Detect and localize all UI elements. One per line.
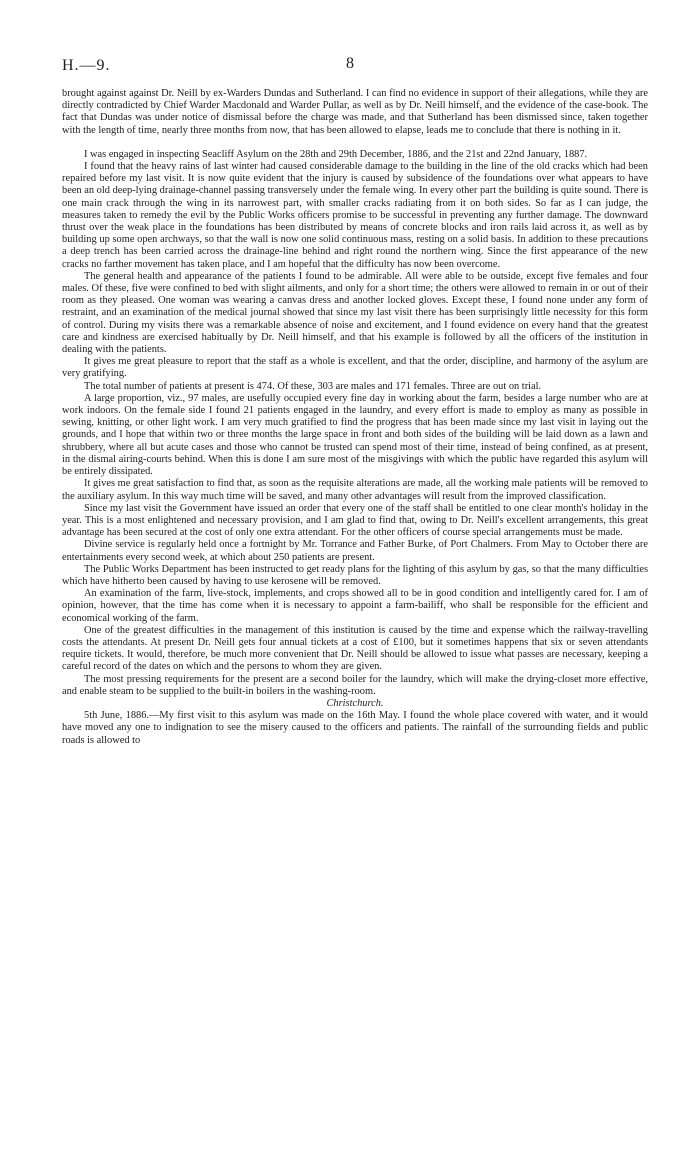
paragraph: I was engaged in inspecting Seacliff Asylum on the 28th and 29th December, 1886, and the 21st and 22nd January, 1887.: [84, 148, 588, 160]
paragraph: A large proportion, viz., 97 males, are usefully occupied every fine day in working about the farm, besides a large number who are at work indoors. On the female side I found 21 patients engaged in the laundry, and every effort is made to employ as many as possible in sewing, knitting, or other light work. I am very much gratified to find the progress that has been made since my last visit in laying out the grounds, and I hope that within two or three months the large space in front and both sides of the building will be laid down as a lawn and shrubbery, where all but acute cases and those who cannot be trusted can spend most of their time, instead of being confined, as at present, in the dismal airing-courts behind. When this is done I am sure most of the misgivings with which the public have regarded this asylum will be entirely dissipated.: [62, 392, 648, 478]
paragraph: Since my last visit the Government have issued an order that every one of the staff shall be entitled to one clear month's holiday in the year. This is a most enlightened and necessary provision, and I am glad to find that, owing to Dr. Neill's excellent arrangements, this great advantage has been secured at the cost of only one extra attendant. For the other officers of course special arrangements must be made.: [62, 502, 648, 539]
paragraph: I found that the heavy rains of last winter had caused considerable damage to the building in the line of the old cracks which had been repaired before my last visit. It is now quite evident that the injury is caused by subsidence of the foundations over what appears to have been an old deep-lying drainage-channel passing transversely under the female wing. In every other part the building is quite sound. There is one main crack through the wing in its narrowest part, with smaller cracks radiating from it on both sides. So far as I can judge, the measures taken to remedy the evil by the Public Works officers promise to be successful in preventing any further damage. The downward thrust over the weak place in the foundations has been distributed by means of concrete blocks and iron rails laid across it, as well as by building up some open archways, so that the wall is now one solid continuous mass, resting on a solid basis. In addition to these precautions a deep trench has been carried across the drainage-line behind and right round the northern wing. Since the first appearance of the new cracks no farther movement has taken place, and I am hopeful that the difficulty has now been overcome.: [62, 161, 648, 270]
section-heading: Christchurch.: [326, 697, 384, 709]
paragraph: It gives me great pleasure to report that the staff as a whole is excellent, and that the order, discipline, and harmony of the asylum are very gratifying.: [62, 356, 648, 380]
paragraph: Divine service is regularly held once a fortnight by Mr. Torrance and Father Burke, of Port Chalmers. From May to October there are entertainments every second week, at which about 250 patients are present.: [62, 539, 648, 563]
paragraph: The most pressing requirements for the present are a second boiler for the laundry, which will make the drying-closet more effective, and enable steam to be supplied to the built-in boilers in the washing-room.: [62, 673, 648, 697]
report-body: [62, 88, 648, 747]
page-number: 8: [346, 55, 354, 72]
paragraph: The Public Works Department has been instructed to get ready plans for the lighting of this asylum by gas, so that the many difficulties which have hitherto been caused by having to use kerosene will be removed.: [62, 563, 648, 587]
paragraph: The total number of patients at present is 474. Of these, 303 are males and 171 females. Three are out on trial.: [84, 380, 542, 392]
paragraph: An examination of the farm, live-stock, implements, and crops showed all to be in good condition and intelligently cared for. I am of opinion, however, that the time has come when it is necessary to appoint a farm-bailiff, who shall be responsible for the efficient and economical working of the farm.: [62, 588, 648, 624]
paragraph: One of the greatest difficulties in the management of this institution is caused by the time and expense which the railway-travelling costs the attendants. At present Dr. Neill gets four annual tickets at a cost of £100, but it sometimes happens that six or seven attendants require tickets. It would, therefore, be much more convenient that Dr. Neill should be allowed to issue what passes are necessary, keeping a careful record of the dates on which and the persons to whom they are given.: [62, 624, 648, 673]
paragraph: 5th June, 1886.—My first visit to this asylum was made on the 16th May. I found the whole place covered with water, and it would have moved any one to indignation to see the misery caused to the officers and patients. The rainfall of the surrounding fields and public roads is allowed to: [62, 710, 648, 746]
paragraph: It gives me great satisfaction to find that, as soon as the requisite alterations are made, all the working male patients will be removed to the auxiliary asylum. In this way much time will be saved, and many other advantages will result from the improved classification.: [62, 478, 648, 502]
paragraph: brought against against Dr. Neill by ex-Warders Dundas and Sutherland. I can find no evidence in support of their allegations, while they are directly contradicted by Chief Warder Macdonald and Warder Pullar, as well as by Dr. Neill himself, and the evidence of the case-book. The fact that Dundas was under notice of dismissal before the charge was made, and that Sutherland has been dismissed since, taken together with the length of time, nearly three months from now, that has been allowed to elapse, leads me to conclude that there is nothing in it.: [62, 88, 648, 136]
report-reference: H.—9.: [62, 57, 111, 74]
paragraph: The general health and appearance of the patients I found to be admirable. All were able to be outside, except five females and four males. Of these, five were confined to bed with slight ailments, and only for a short time; the others were allowed to remain in or out of their room as they pleased. One woman was wearing a canvas dress and another locked gloves. Except these, I found none under any form of restraint, and an examination of the medical journal showed that since my last visit there has been surprisingly little necessity for this form of control. During my visits there was a remarkable absence of noise and excitement, and I found evidence on every hand that the greatest care and kindness are exercised habitually by Dr. Neill himself, and that his example is followed by all the officers of the institution in dealing with the patients.: [62, 270, 648, 356]
